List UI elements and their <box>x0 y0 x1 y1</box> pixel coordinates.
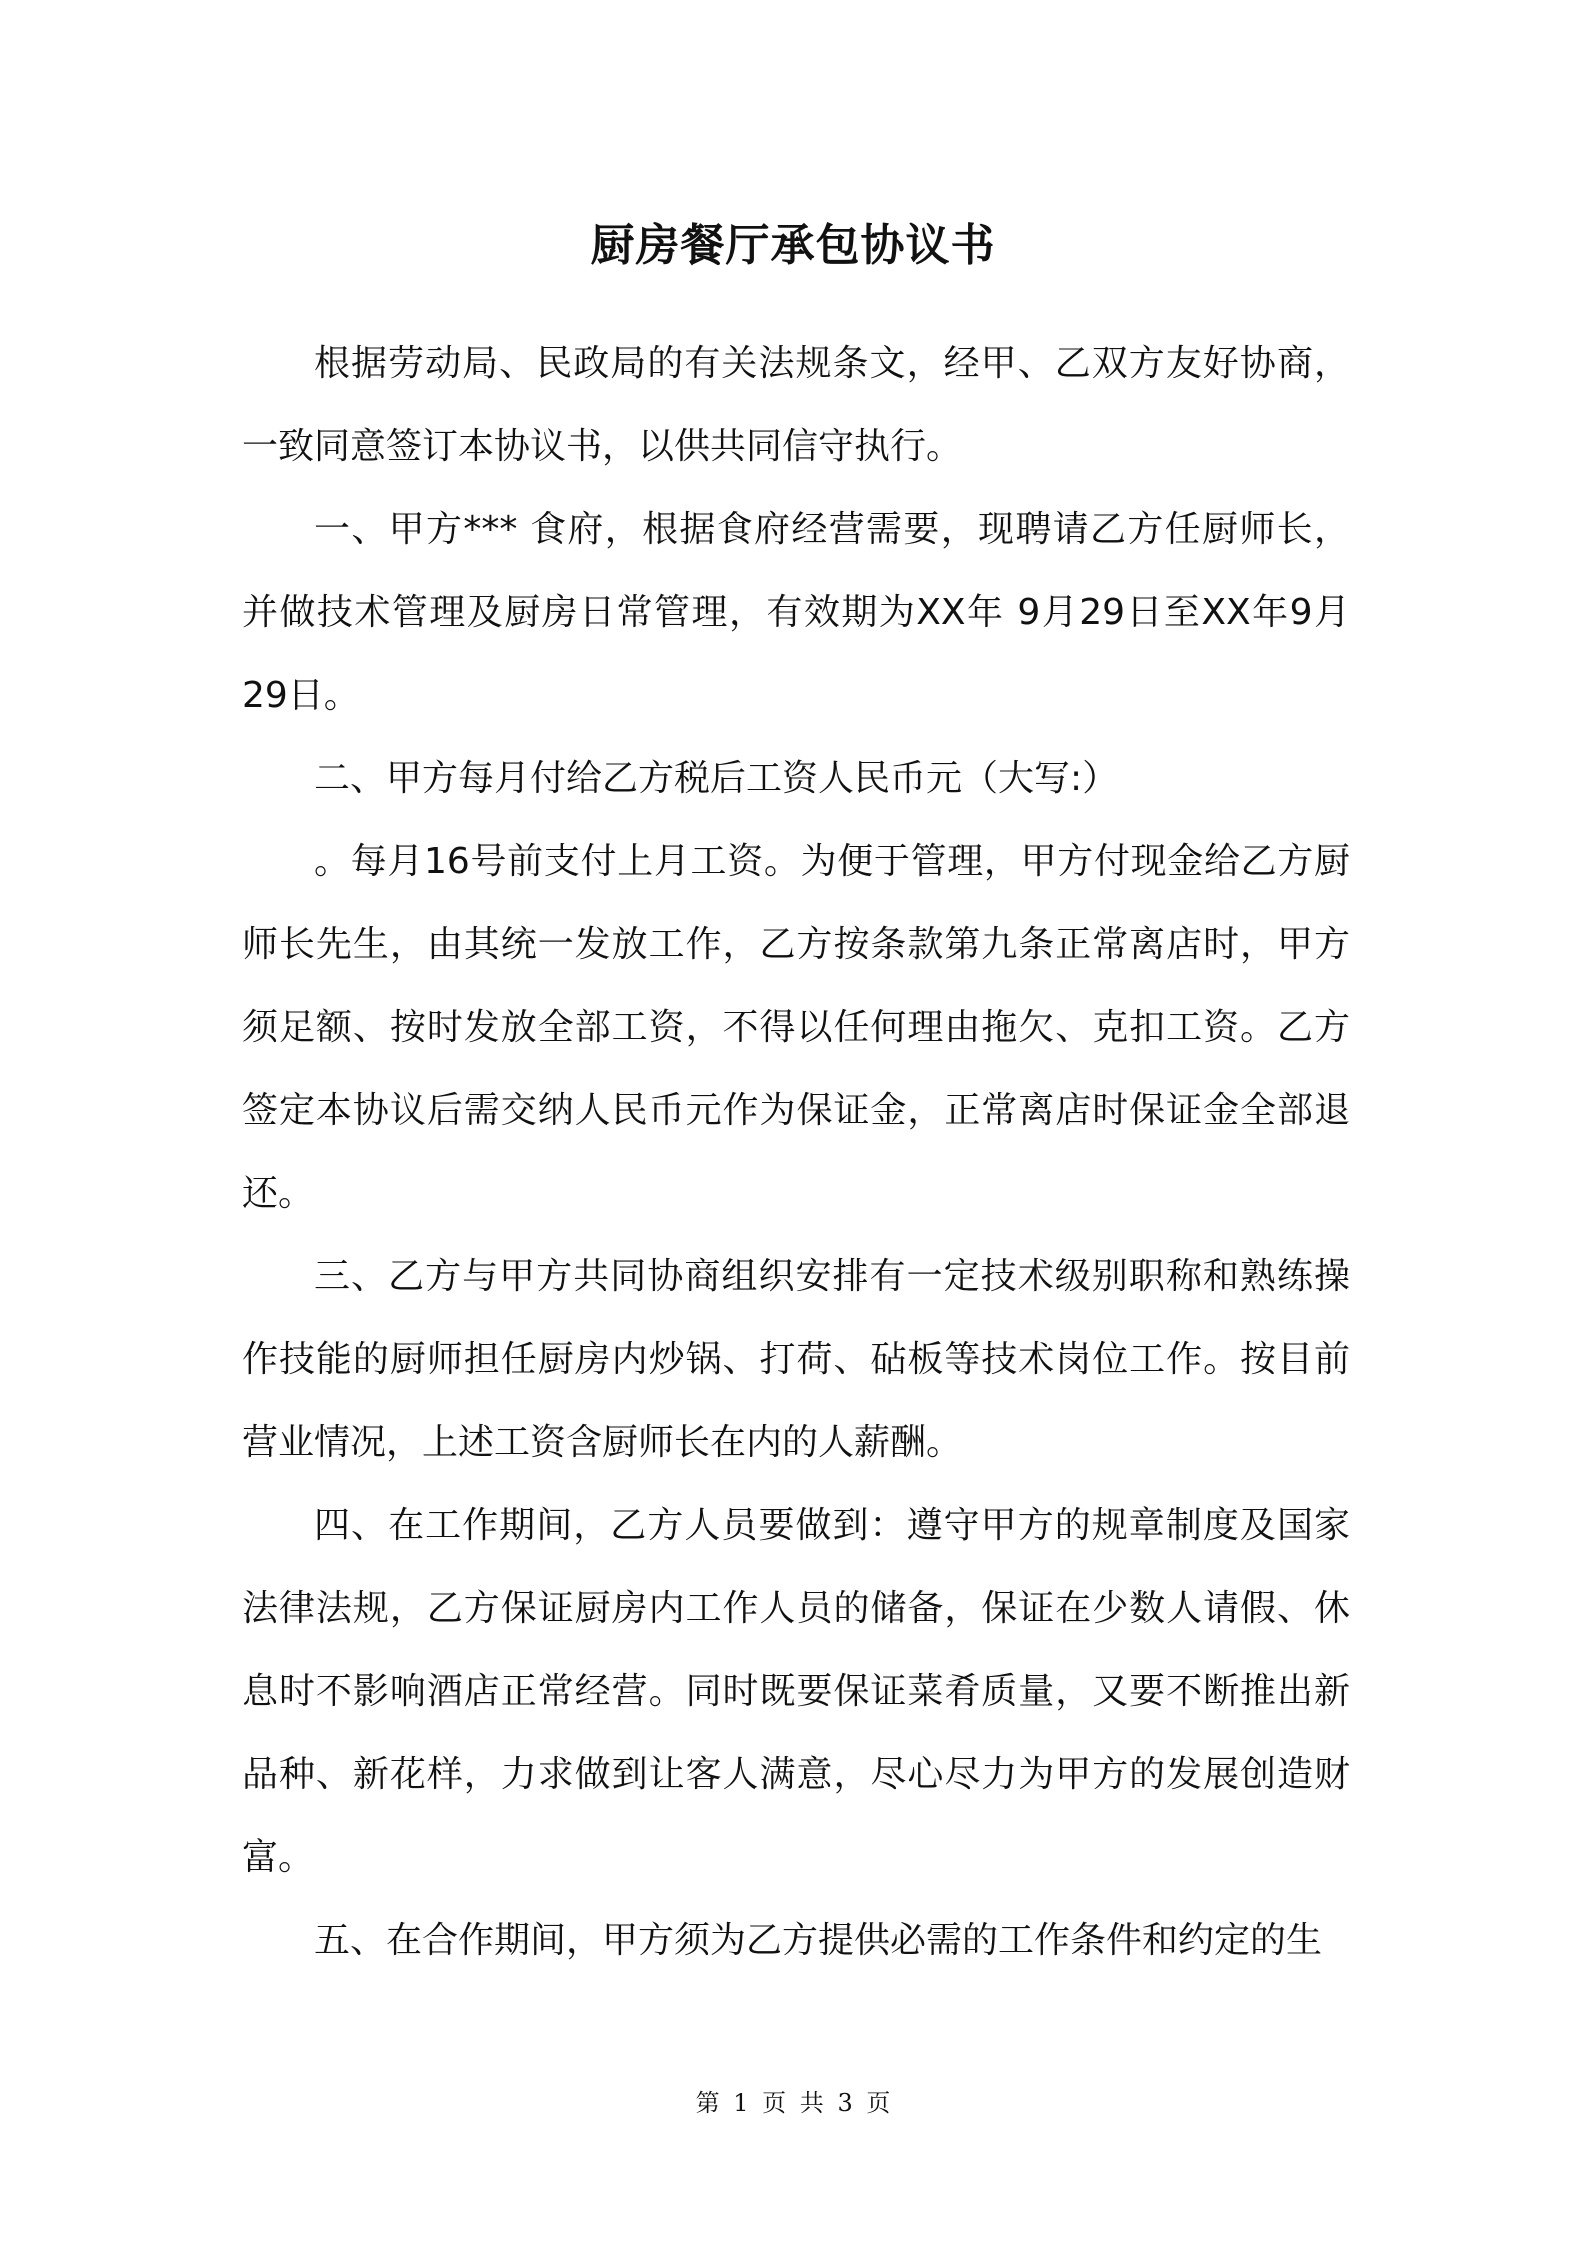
document-body <box>242 322 1350 1982</box>
page-footer: 第 1 页 共 3 页 <box>695 2089 891 2117</box>
paragraph-clause-3: 三、乙方与甲方共同协商组织安排有一定技术级别职称和熟练操作技能的厨师担任厨房内炒锅、打荷、砧板等技术岗位工作。按目前营业情况，上述工资含厨师长在内的人薪酬。 <box>242 1256 1350 1463</box>
paragraph-clause-4: 四、在工作期间，乙方人员要做到：遵守甲方的规章制度及国家法律法规，乙方保证厨房内工作人员的储备，保证在少数人请假、休息时不影响酒店正常经营。同时既要保证菜肴质量，又要不断推出新品种、新花样，力求做到让客人满意，尽心尽力为甲方的发展创造财富。 <box>242 1505 1350 1878</box>
paragraph-clause-1: 一、甲方*** 食府，根据食府经营需要，现聘请乙方任厨师长，并做技术管理及厨房日常管理，有效期为XX年 9月29日至XX年9月29日。 <box>242 509 1350 716</box>
paragraph-clause-2: 二、甲方每月付给乙方税后工资人民币元（大写:） <box>314 758 1119 799</box>
paragraph-clause-2-continued: 。每月16号前支付上月工资。为便于管理，甲方付现金给乙方厨师长先生，由其统一发放工作，乙方按条款第九条正常离店时，甲方须足额、按时发放全部工资，不得以任何理由拖欠、克扣工资。乙方签定本协议后需交纳人民币元作为保证金，正常离店时保证金全部退还。 <box>242 841 1350 1214</box>
document-title: 厨房餐厅承包协议书 <box>590 220 996 271</box>
paragraph-intro: 根据劳动局、民政局的有关法规条文，经甲、乙双方友好协商，一致同意签订本协议书，以供共同信守执行。 <box>242 343 1350 467</box>
paragraph-clause-5: 五、在合作期间，甲方须为乙方提供必需的工作条件和约定的生 <box>314 1920 1323 1961</box>
